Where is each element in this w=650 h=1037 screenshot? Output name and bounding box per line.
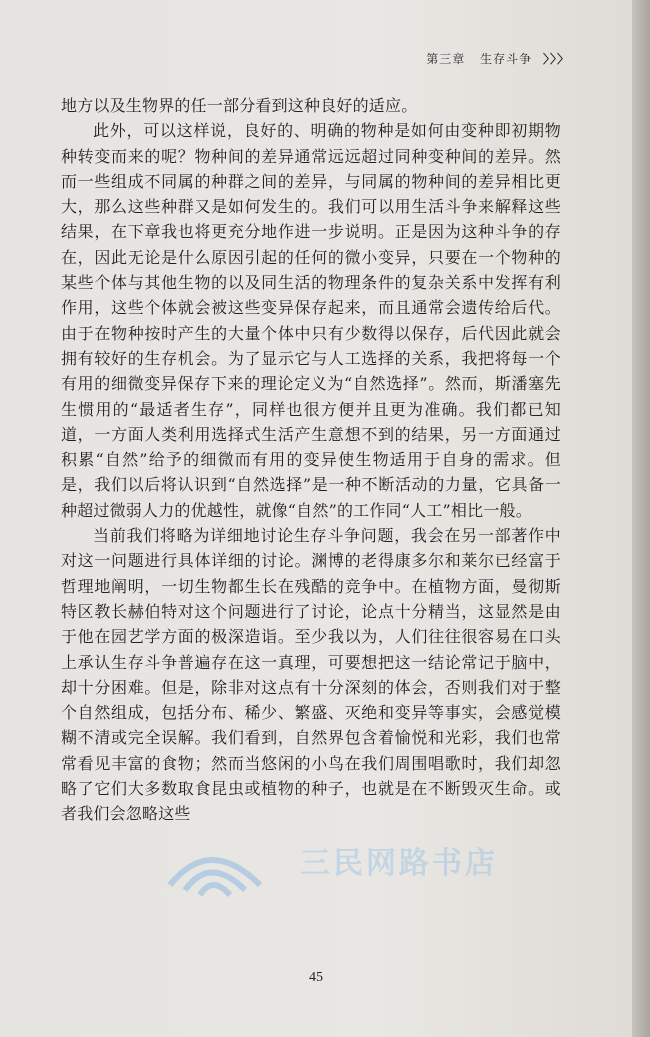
paragraph-continuation: 地方以及生物界的任一部分看到这种良好的适应。 (61, 96, 418, 115)
page-number: 45 (309, 970, 323, 985)
chapter-label: 第三章 (426, 52, 466, 66)
running-header (426, 50, 570, 67)
chevron-right-icon: 〉〉〉 (542, 52, 570, 66)
watermark-text: 三民网路书店 (300, 846, 498, 881)
watermark-logo-icon (150, 815, 570, 935)
paragraph: 此外，可以这样说，良好的、明确的物种是如何由变种即初期物种转变而来的呢？物种间的差异通常远远超过同种变种间的差异。然而一些组成不同属的种群之间的差异，与同属的物种间的差异相比更大，那么这些种群又是如何发生的。我们可以用生活斗争来解释这些结果，在下章我也将更充分地作进一步说明。正是因为这种斗争的存在，因此无论是什么原因引起的任何的微小变异，只要在一个物种的某些个体与其他生物的以及同生活的物理条件的复杂关系中发挥有利作用，这些个体就会被这些变异保存起来，而且通常会遗传给后代。由于在物种按时产生的大量个体中只有少数得以保存，后代因此就会拥有较好的生存机会。为了显示它与人工选择的关系，我把将每一个有用的细微变异保存下来的理论定义为“自然选择”。然而，斯潘塞先生惯用的“最适者生存”，同样也很方便并且更为准确。我们都已知道，一方面人类利用选择式生活产生意想不到的结果，另一方面通过积累“自然”给予的细微而有用的变异使生物适用于自身的需求。但是，我们以后将认识到“自然选择”是一种不断活动的力量，它具备一种超过微弱人力的优越性，就像“自然”的工作同“人工”相比一般。 (61, 121, 561, 520)
chapter-title: 生存斗争 (480, 52, 533, 66)
book-spine-edge (632, 0, 650, 1037)
paragraph: 当前我们将略为详细地讨论生存斗争问题，我会在另一部著作中对这一问题进行具体详细的讨论。渊博的老得康多尔和莱尔已经富于哲理地阐明，一切生物都生长在残酷的竞争中。在植物方面，曼彻斯特区教长赫伯特对这个问题进行了讨论，论点十分精当，这显然是由于他在园艺学方面的极深造诣。至少我以为，人们往往很容易在口头上承认生存斗争普遍存在这一真理，可要想把这一结论常记于脑中，却十分困难。但是，除非对这点有十分深刻的体会，否则我们对于整个自然组成，包括分布、稀少、繁盛、灭绝和变异等事实，会感觉模糊不清或完全误解。我们看到，自然界包含着愉悦和光彩，我们也常常看见丰富的食物；然而当悠闲的小鸟在我们周围唱歌时，我们却忽略了它们大多数取食昆虫或植物的种子，也就是在不断毁灭生命。或者我们会忽略这些 (61, 526, 561, 824)
body-text (61, 93, 561, 827)
